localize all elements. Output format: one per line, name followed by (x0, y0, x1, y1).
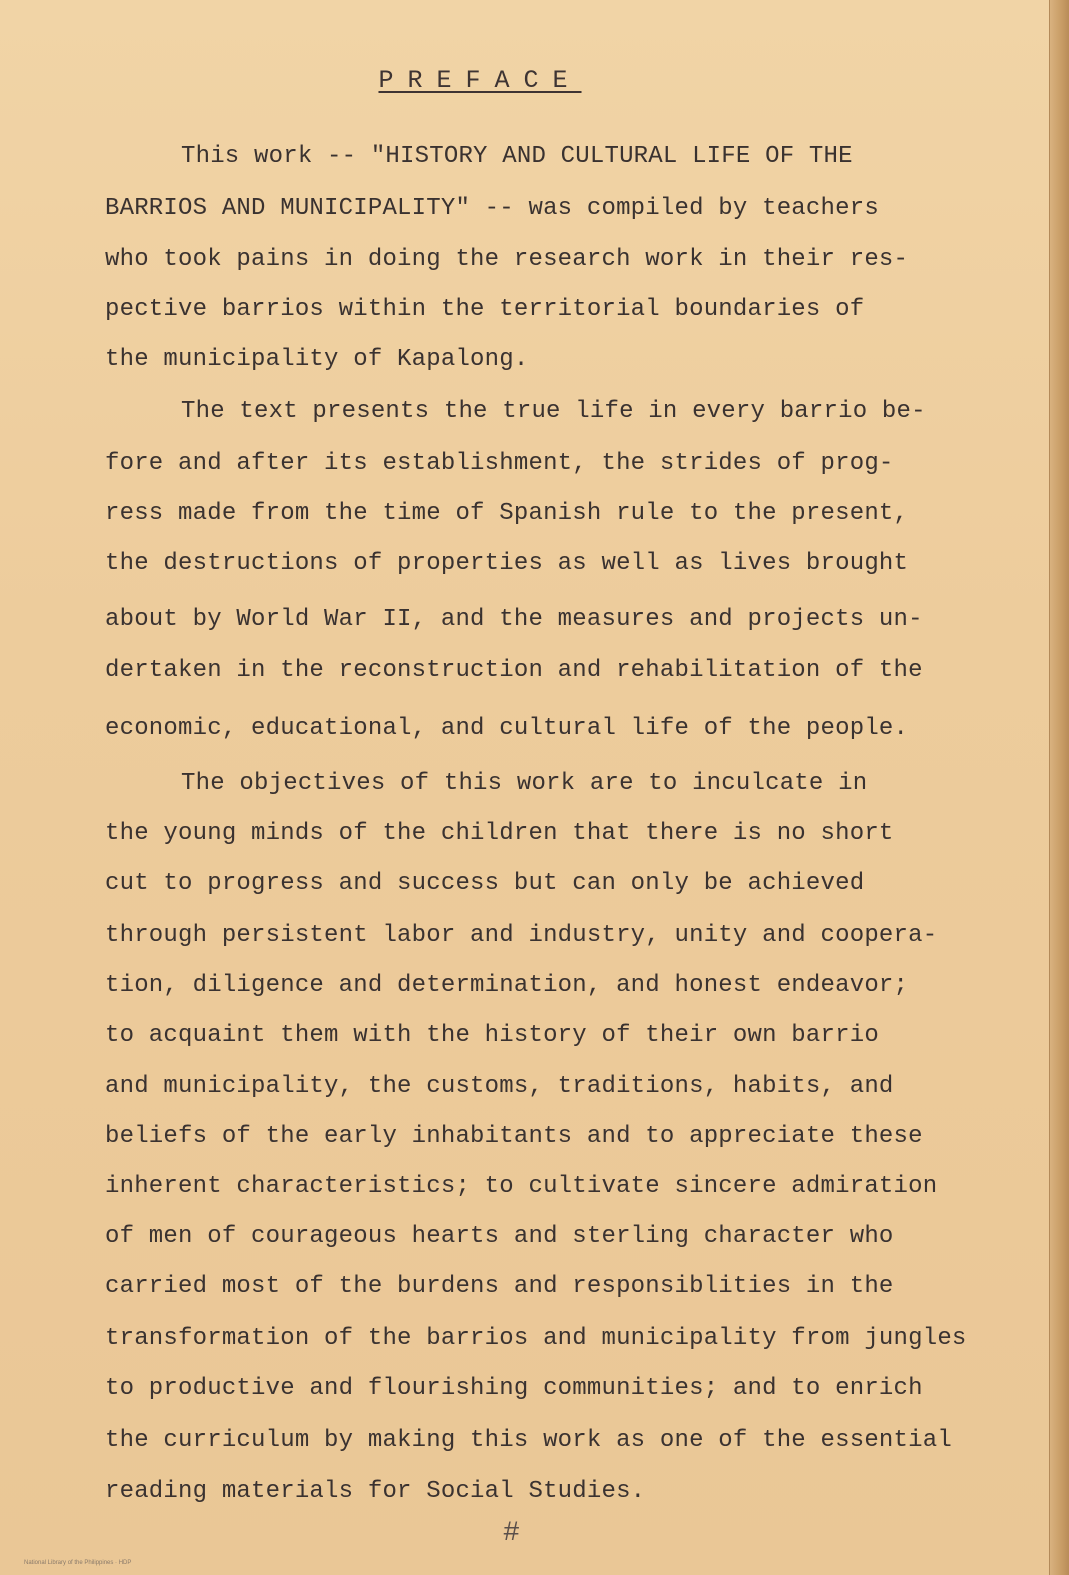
text-line: This work -- "HISTORY AND CULTURAL LIFE OF THE (181, 143, 853, 170)
page-title: PREFACE (378, 66, 582, 95)
text-line: ress made from the time of Spanish rule to the present, (105, 500, 909, 527)
text-line: to productive and flourishing communities; and to enrich (105, 1375, 923, 1402)
text-line: to acquaint them with the history of their own barrio (105, 1022, 879, 1049)
text-line: who took pains in doing the research work in their res- (105, 246, 909, 273)
text-line: cut to progress and success but can only be achieved (105, 870, 865, 897)
text-line: The objectives of this work are to inculcate in (181, 770, 868, 797)
text-line: the municipality of Kapalong. (105, 346, 529, 373)
text-line: the curriculum by making this work as one of the essential (105, 1427, 952, 1454)
text-line: carried most of the burdens and responsiblities in the (105, 1273, 894, 1300)
text-line: about by World War II, and the measures and projects un- (105, 606, 923, 633)
text-line: economic, educational, and cultural life of the people. (105, 715, 909, 742)
text-line: the young minds of the children that there is no short (105, 820, 894, 847)
end-mark: # (503, 1518, 520, 1549)
page-edge (1049, 0, 1069, 1575)
text-line: dertaken in the reconstruction and rehabilitation of the (105, 657, 923, 684)
text-line: BARRIOS AND MUNICIPALITY" -- was compiled by teachers (105, 195, 879, 222)
text-line: and municipality, the customs, traditions, habits, and (105, 1073, 894, 1100)
text-line: reading materials for Social Studies. (105, 1478, 646, 1505)
text-line: beliefs of the early inhabitants and to appreciate these (105, 1123, 923, 1150)
text-line: tion, diligence and determination, and honest endeavor; (105, 972, 909, 999)
footer-stamp: National Library of the Philippines · HDP (24, 1560, 132, 1566)
text-line: fore and after its establishment, the strides of prog- (105, 450, 894, 477)
text-line: through persistent labor and industry, unity and coopera- (105, 922, 938, 949)
text-line: pective barrios within the territorial boundaries of (105, 296, 865, 323)
text-line: transformation of the barrios and municipality from jungles (105, 1325, 967, 1352)
text-line: the destructions of properties as well as lives brought (105, 550, 909, 577)
text-line: of men of courageous hearts and sterling character who (105, 1223, 894, 1250)
text-line: The text presents the true life in every barrio be- (181, 398, 926, 425)
text-line: inherent characteristics; to cultivate sincere admiration (105, 1173, 938, 1200)
